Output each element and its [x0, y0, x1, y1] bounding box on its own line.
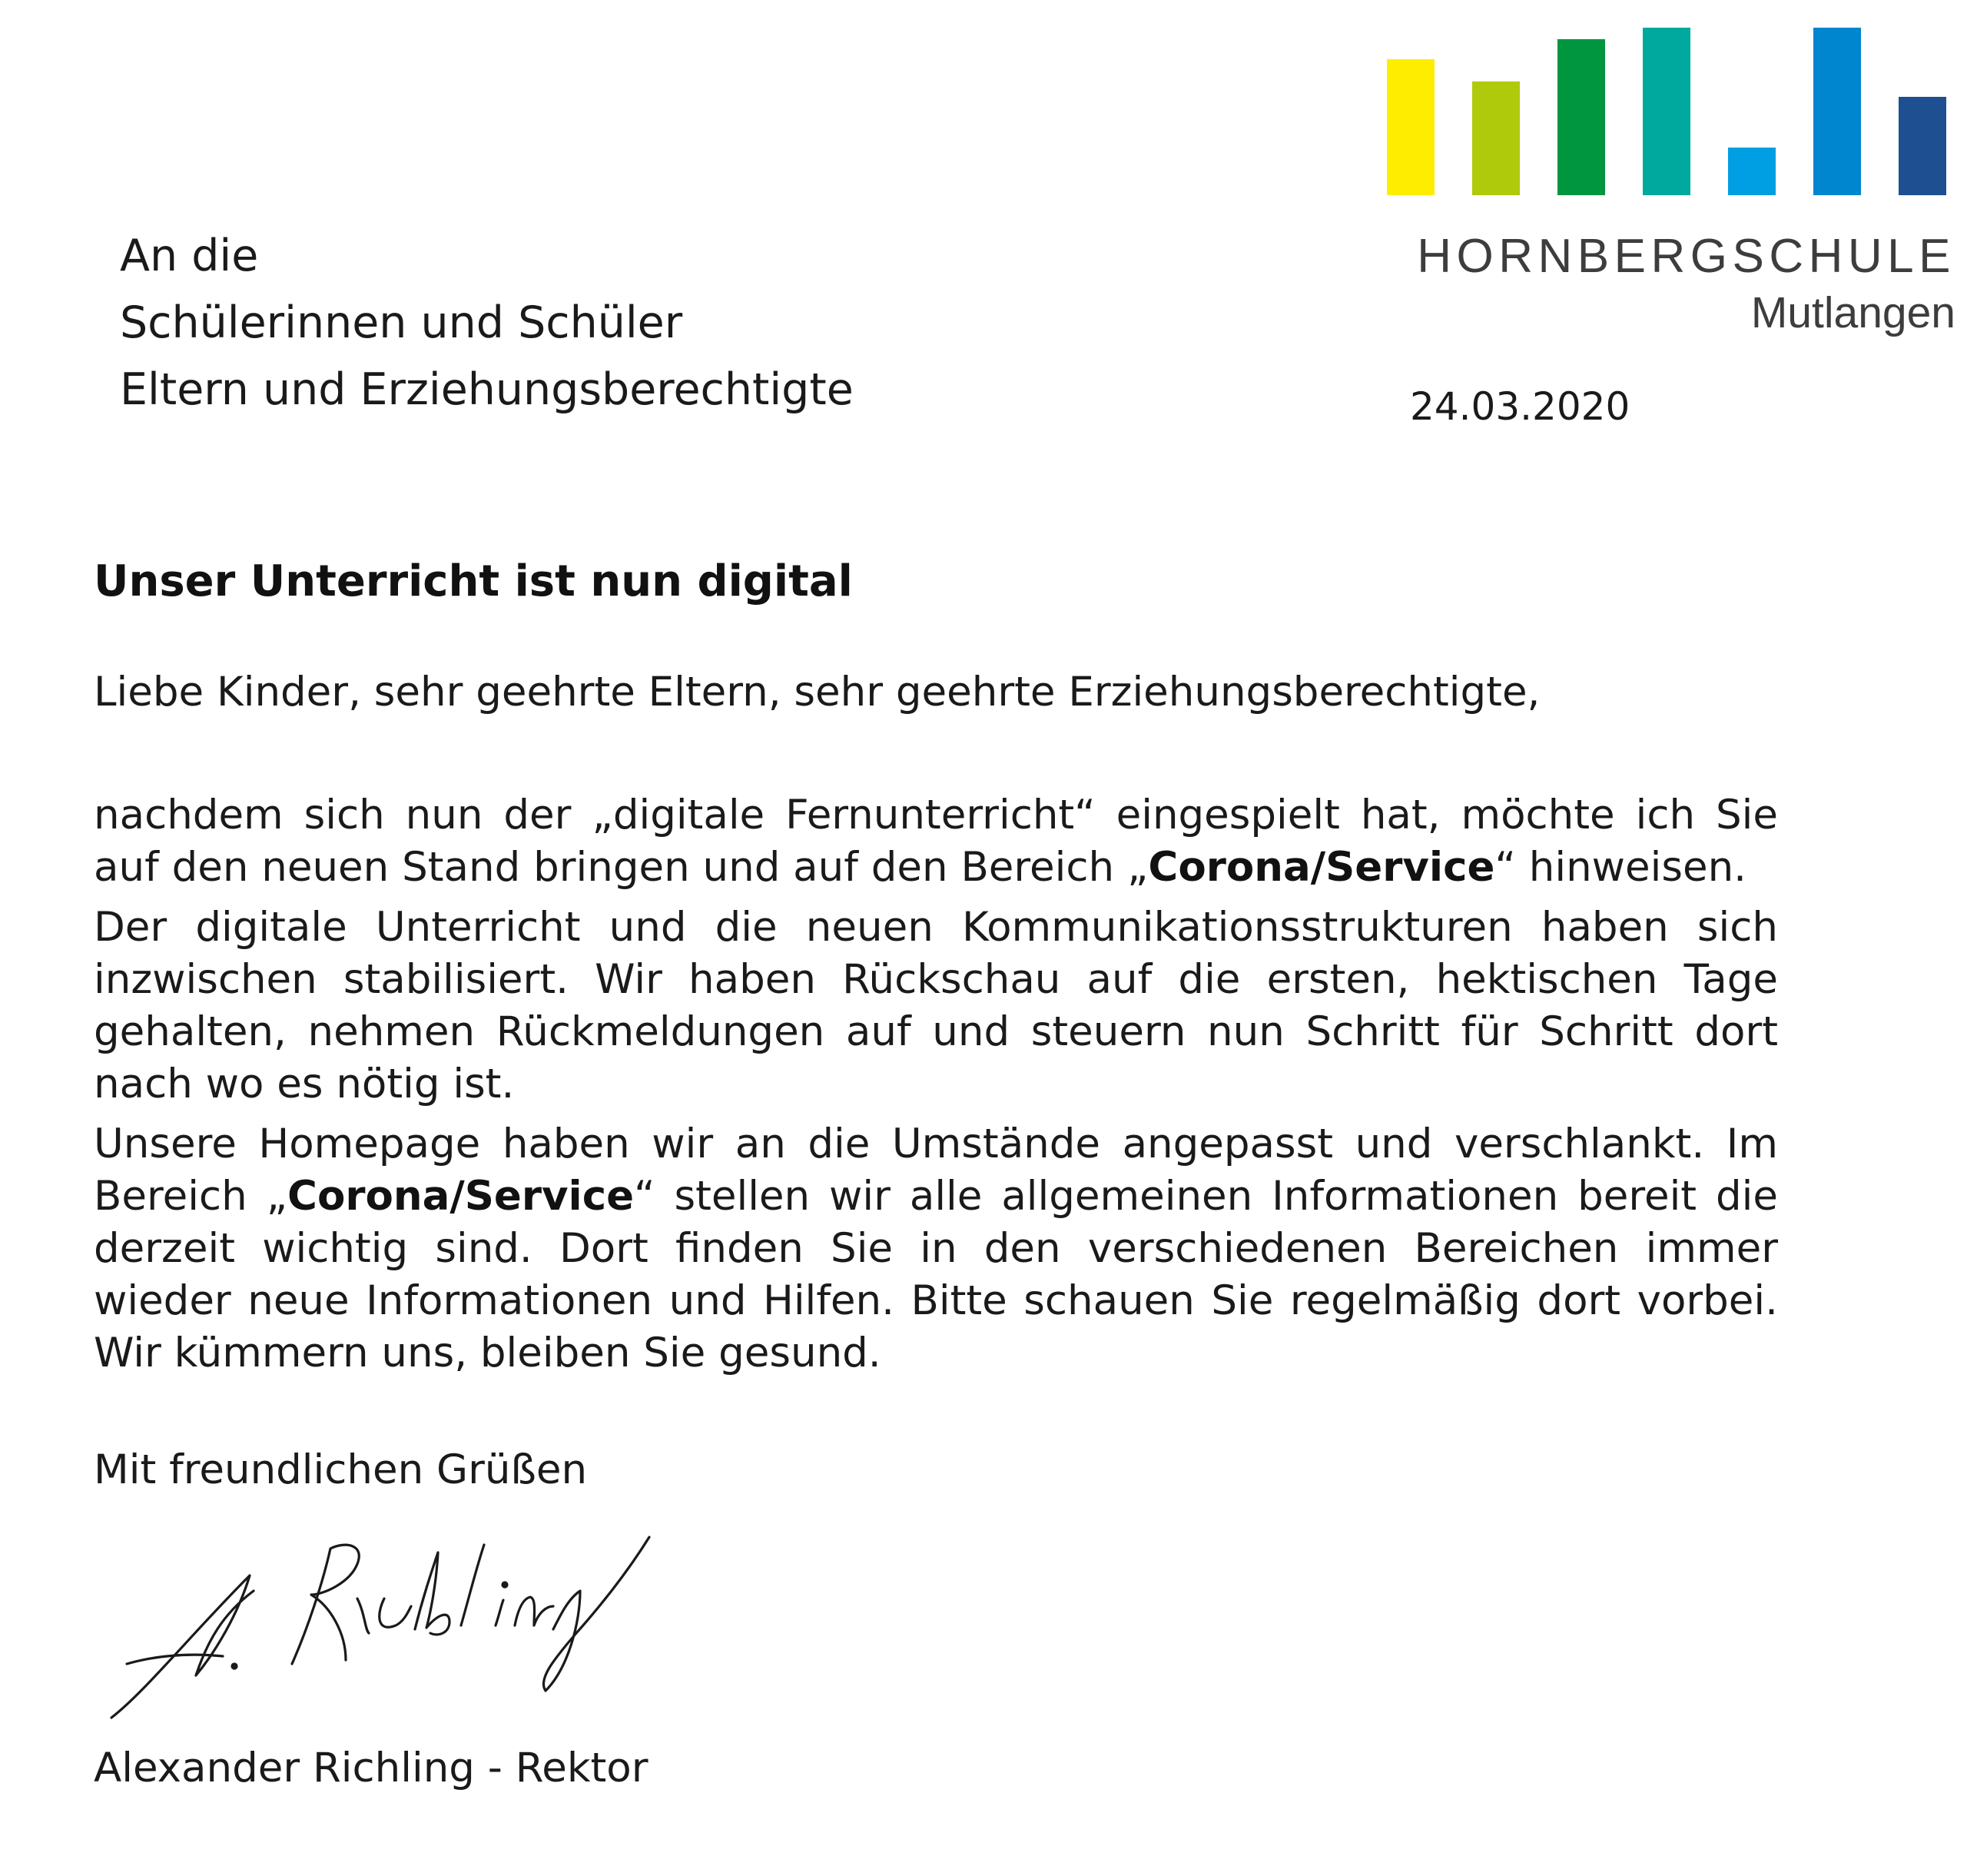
logo-bar	[1813, 28, 1861, 195]
recipient-line: Schülerinnen und Schüler	[120, 297, 683, 348]
highlight-corona-service: Corona/Service	[287, 1173, 635, 1220]
letter-greeting: Liebe Kinder, sehr geehrte Eltern, sehr geehrte Erziehungsberechtigte,	[94, 669, 1541, 716]
letter-subject: Unser Unterricht ist nun digital	[94, 556, 853, 606]
logo-city-name: Mutlangen	[1750, 288, 1955, 337]
logo-school-name: HORNBERGSCHULE	[1417, 230, 1955, 283]
logo-bars	[1387, 23, 1955, 195]
signer-name: Alexander Richling - Rektor	[94, 1745, 648, 1791]
body-paragraph: Der digitale Unterricht und die neuen Kommunikationsstrukturen haben sich inzwischen stabilisiert. Wir haben Rückschau auf die ersten, hektischen Tage gehalten, nehmen Rückmeldungen auf und steuern nun Schritt für Schritt dort nach wo es nötig ist.	[94, 904, 1778, 1107]
signature-strokes	[111, 1537, 649, 1718]
logo-bar	[1728, 148, 1776, 195]
logo-bar	[1899, 97, 1946, 195]
recipient-block	[120, 223, 854, 423]
letter-date: 24.03.2020	[1410, 384, 1630, 429]
paragraph-text: “ stellen wir alle allgemeinen Informationen bereit die derzeit wichtig sind. Dort finden Sie in den verschiedenen Bereichen immer wieder neue Informationen und Hilfen. Bitte schauen Sie regelmäßig dort vorbei. Wir kümmern uns, bleiben Sie gesund.	[94, 1173, 1778, 1376]
letter-body	[94, 789, 1778, 1387]
logo-bar	[1643, 28, 1690, 195]
body-paragraph	[94, 789, 1778, 894]
paragraph-text: “ hinweisen.	[1494, 844, 1747, 891]
handwritten-signature	[100, 1499, 653, 1729]
recipient-line: An die	[120, 231, 259, 281]
highlight-corona-service: Corona/Service	[1148, 844, 1495, 891]
logo-bar	[1472, 81, 1520, 195]
logo-bar	[1387, 59, 1435, 195]
recipient-line: Eltern und Erziehungsberechtigte	[120, 364, 854, 415]
logo-bar	[1557, 39, 1605, 195]
letter-closing: Mit freundlichen Grüßen	[94, 1446, 588, 1493]
paragraph-text: Unsere Homepage haben wir an die Umstände angepasst und verschlankt. Im Bereich „	[94, 1121, 1778, 1220]
body-paragraph	[94, 1118, 1778, 1380]
paragraph-text: nachdem sich nun der „digitale Fernunterricht“ eingespielt hat, möchte ich Sie auf den neuen Stand bringen und auf den Bereich „	[94, 792, 1778, 891]
school-logo	[1387, 23, 1955, 346]
